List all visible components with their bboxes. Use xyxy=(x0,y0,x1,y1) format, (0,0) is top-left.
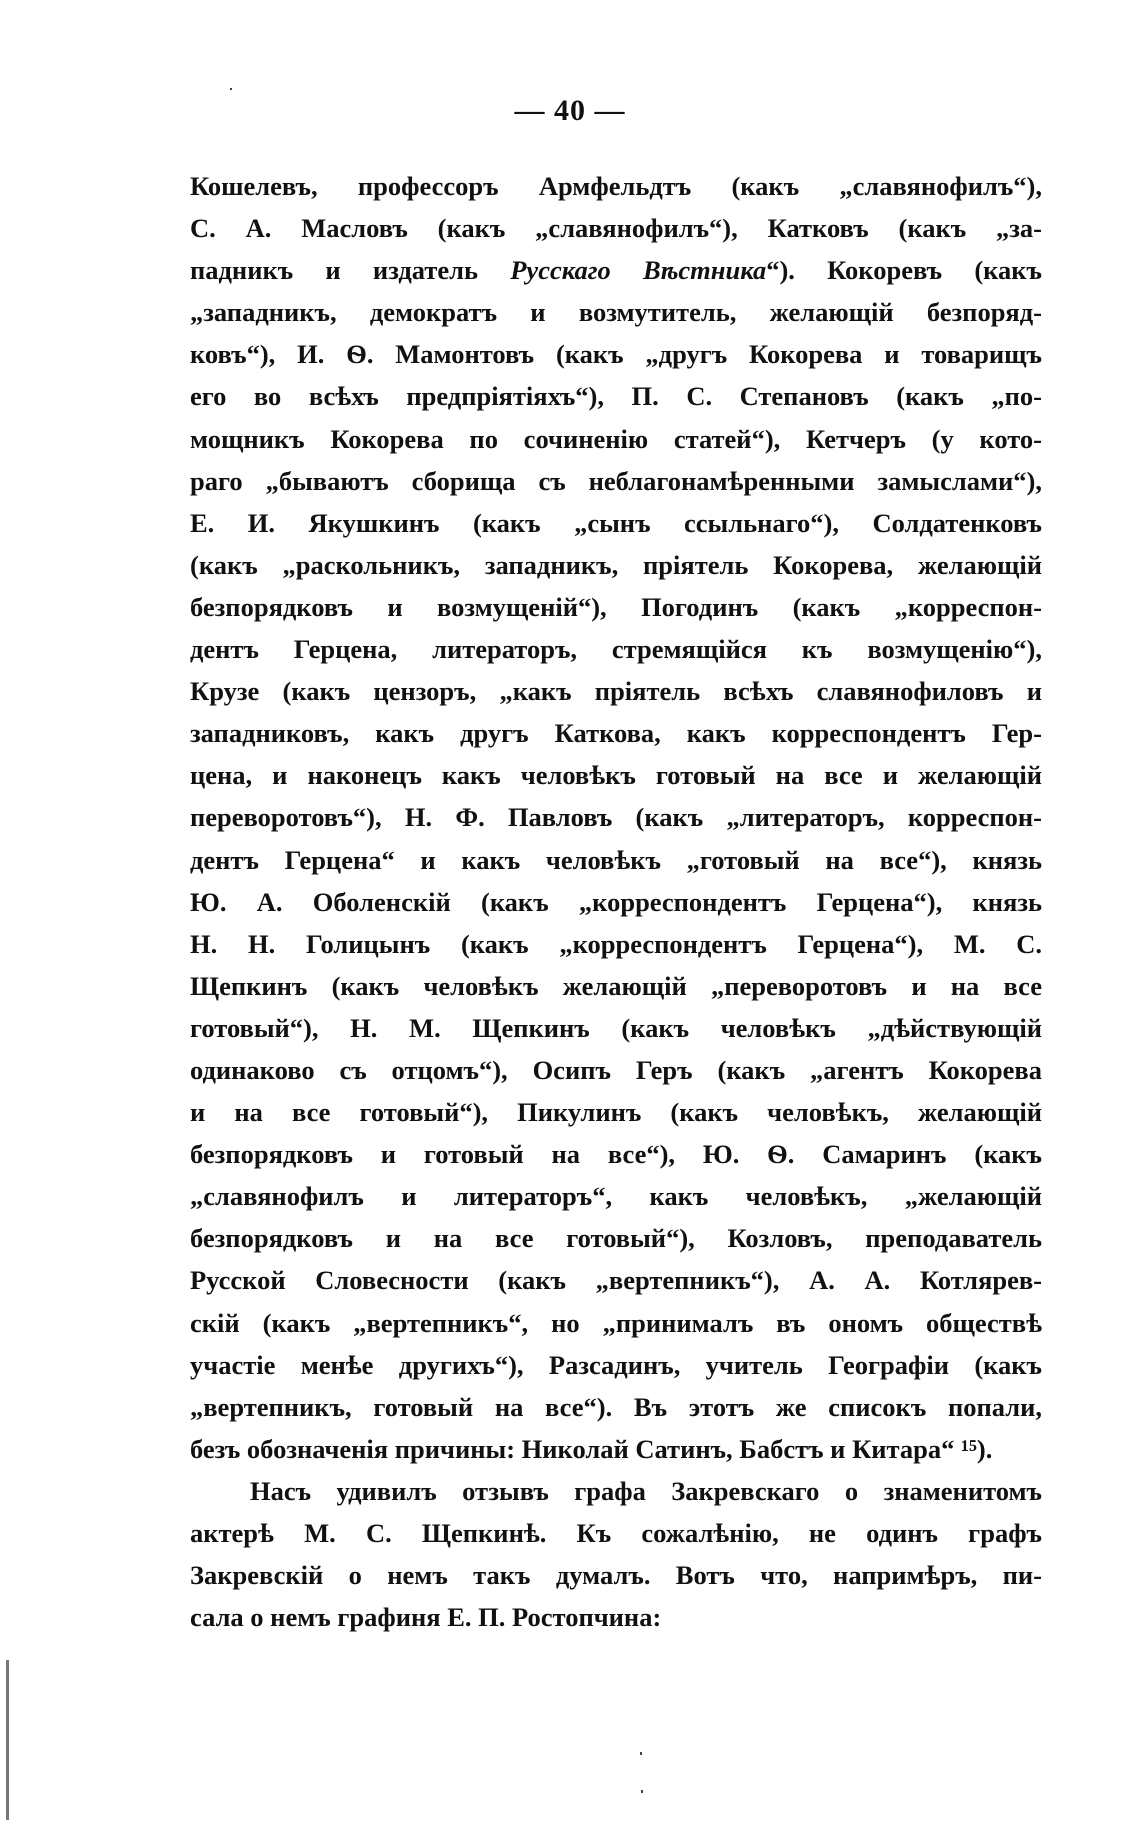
text-line: скій (какъ „вертепникъ“, но „принималъ въ ономъ обществѣ xyxy=(190,1307,1042,1338)
text-line: (какъ „раскольникъ, западникъ, пріятель Кокорева, желающій xyxy=(190,549,1042,580)
text-line: актерѣ М. С. Щепкинѣ. Къ сожалѣнію, не одинъ графъ xyxy=(190,1518,1042,1548)
text-line: Ю. А. Оболенскій (какъ „корреспондентъ Герцена“), князь xyxy=(190,886,1042,917)
text-line: одинаково съ отцомъ“), Осипъ Геръ (какъ „агентъ Кокорева xyxy=(190,1054,1042,1085)
text-line: Н. Н. Голицынъ (какъ „корреспондентъ Герцена“), М. С. xyxy=(190,928,1042,959)
text-line: цена, и наконецъ какъ человѣкъ готовый на все и желающій xyxy=(190,760,1042,791)
text-line: готовый“), Н. М. Щепкинъ (какъ человѣкъ „дѣйствующій xyxy=(190,1012,1042,1043)
text-line: безпорядковъ и на все готовый“), Козловъ, преподаватель xyxy=(190,1223,1042,1254)
text-line: раго „бываютъ сборища съ неблагонамѣренными замыслами“), xyxy=(190,465,1042,496)
scan-speck xyxy=(230,88,232,90)
text-line: сала о немъ графиня Е. П. Ростопчина: xyxy=(190,1602,662,1633)
text-line: ковъ“), И. Ѳ. Мамонтовъ (какъ „другъ Кокорева и товарищъ xyxy=(190,339,1042,370)
page-number: — 40 — xyxy=(514,94,626,127)
text-line: дентъ Герцена“ и какъ человѣкъ „готовый на все“), князь xyxy=(190,844,1042,875)
text-line: его во всѣхъ предпріятіяхъ“), П. С. Степановъ (какъ „по- xyxy=(190,381,1042,412)
text-line: безпорядковъ и возмущеній“), Погодинъ (какъ „корреспон- xyxy=(190,591,1042,622)
paragraph xyxy=(190,165,1042,1470)
text-line: безпорядковъ и готовый на все“), Ю. Ѳ. Самаринъ (какъ xyxy=(190,1139,1042,1170)
text-line: дентъ Герцена, литераторъ, стремящійся къ возмущенію“), xyxy=(190,634,1042,665)
text-line: Насъ удивилъ отзывъ графа Закревскаго о знаменитомъ xyxy=(250,1475,1042,1506)
text-line: „западникъ, демократъ и возмутитель, желающій безпоряд- xyxy=(190,297,1042,328)
text-line: „славянофилъ и литераторъ“, какъ человѣкъ, „желающій xyxy=(190,1181,1042,1212)
scan-speck xyxy=(641,1790,643,1793)
text-line: Кошелевъ, профессоръ Армфельдтъ (какъ „славянофилъ“), xyxy=(190,171,1042,201)
text-line: переворотовъ“), Н. Ф. Павловъ (какъ „литераторъ, корреспон- xyxy=(190,802,1042,833)
text-line: Е. И. Якушкинъ (какъ „сынъ ссыльнаго“), Солдатенковъ xyxy=(190,507,1042,538)
body-text xyxy=(190,165,1042,1638)
text-line: Закревскій о немъ такъ думалъ. Вотъ что, напримѣръ, пи- xyxy=(190,1560,1042,1591)
text-line: С. А. Масловъ (какъ „славянофилъ“), Катковъ (какъ „за- xyxy=(190,213,1042,244)
text-line: Крузе (какъ цензоръ, „какъ пріятель всѣхъ славянофиловъ и xyxy=(190,676,1042,707)
text-line: и на все готовый“), Пикулинъ (какъ человѣкъ, желающій xyxy=(190,1097,1042,1128)
scan-speck xyxy=(640,1752,642,1755)
text-line: безъ обозначенія причины: Николай Сатинъ, Бабстъ и Китара“ ¹⁵). xyxy=(190,1433,993,1464)
scan-edge-mark xyxy=(6,1660,9,1820)
text-line: падникъ и издатель Русскаго Вѣстника“). Кокоревъ (какъ xyxy=(190,255,1042,286)
text-line: участіе менѣе другихъ“), Разсадинъ, учитель Географіи (какъ xyxy=(190,1349,1042,1380)
text-line: Щепкинъ (какъ человѣкъ желающій „переворотовъ и на все xyxy=(190,970,1042,1001)
text-line: мощникъ Кокорева по сочиненію статей“), Кетчеръ (у кото- xyxy=(190,423,1042,454)
text-line: Русской Словесности (какъ „вертепникъ“), А. А. Котлярев- xyxy=(190,1265,1042,1296)
paragraph xyxy=(190,1470,1042,1638)
text-line: „вертепникъ, готовый на все“). Въ этотъ же списокъ попали, xyxy=(190,1391,1042,1422)
text-line: западниковъ, какъ другъ Каткова, какъ корреспондентъ Гер- xyxy=(190,718,1042,749)
italic-title: Русскаго Вѣстника xyxy=(510,255,767,286)
